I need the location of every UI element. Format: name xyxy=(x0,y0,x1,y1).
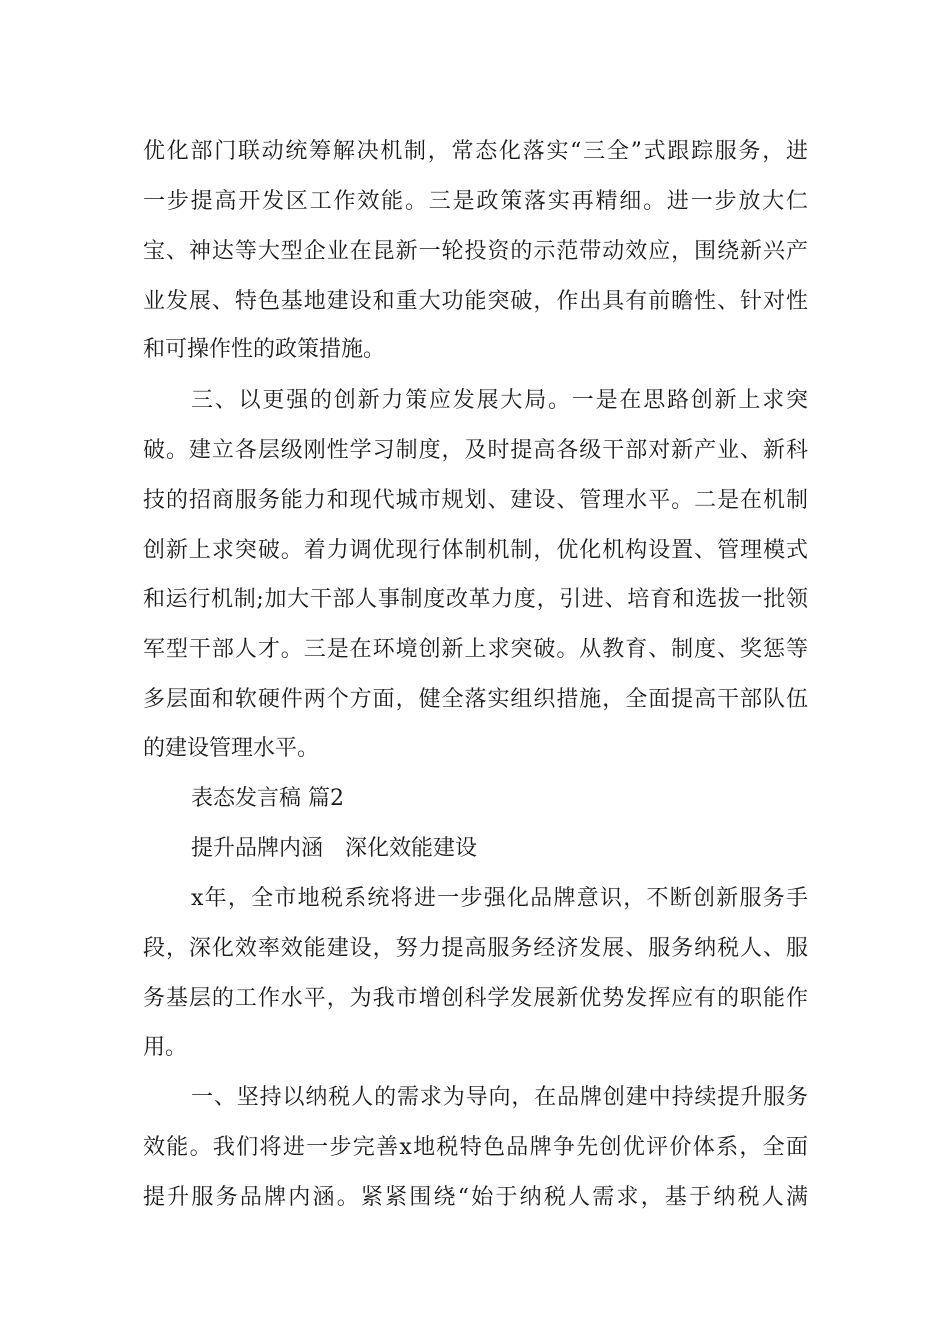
text-line: 业发展、特色基地建设和重大功能突破，作出具有前瞻性、针对性 xyxy=(143,289,808,314)
text-line: 优化部门联动统筹解决机制，常态化落实“三全”式跟踪服务，进 xyxy=(143,139,808,164)
text-line: 段，深化效率效能建设，努力提高服务经济发展、服务纳税人、服 xyxy=(143,936,808,961)
text-line: 和可操作性的政策措施。 xyxy=(143,337,386,362)
text-line: 军型干部人才。三是在环境创新上求突破。从教育、制度、奖惩等 xyxy=(143,637,808,662)
text-line: 和运行机制;加大干部人事制度改革力度，引进、培育和选拔一批领 xyxy=(143,587,808,612)
text-line: 创新上求突破。着力调优现行体制机制，优化机构设置、管理模式 xyxy=(143,538,808,563)
text-line: 的建设管理水平。 xyxy=(143,736,320,761)
text-line: 技的招商服务能力和现代城市规划、建设、管理水平。二是在机制 xyxy=(143,488,808,513)
text-line: 务基层的工作水平，为我市增创科学发展新优势发挥应有的职能作 xyxy=(143,986,808,1011)
text-line: 用。 xyxy=(143,1035,188,1060)
text-line: 效能。我们将进一步完善x地税特色品牌争先创优评价体系，全面 xyxy=(143,1135,808,1160)
text-line: 破。建立各层级刚性学习制度，及时提高各级干部对新产业、新科 xyxy=(143,438,808,463)
article-title: 提升品牌内涵 深化效能建设 xyxy=(191,836,478,861)
paragraph-first-line: 一、坚持以纳税人的需求为导向，在品牌创建中持续提升服务 xyxy=(191,1085,808,1110)
text-line: 宝、神达等大型企业在昆新一轮投资的示范带动效应，围绕新兴产 xyxy=(143,239,808,264)
text-line: 多层面和软硬件两个方面，健全落实组织措施，全面提高干部队伍 xyxy=(143,687,808,712)
text-line: 一步提高开发区工作效能。三是政策落实再精细。进一步放大仁 xyxy=(143,189,808,214)
paragraph-first-line: 三、以更强的创新力策应发展大局。一是在思路创新上求突 xyxy=(191,388,808,413)
paragraph-first-line: x年，全市地税系统将进一步强化品牌意识，不断创新服务手 xyxy=(191,886,808,911)
text-line: 提升服务品牌内涵。紧紧围绕“始于纳税人需求，基于纳税人满 xyxy=(143,1185,808,1210)
section-heading: 表态发言稿 篇2 xyxy=(191,786,344,811)
